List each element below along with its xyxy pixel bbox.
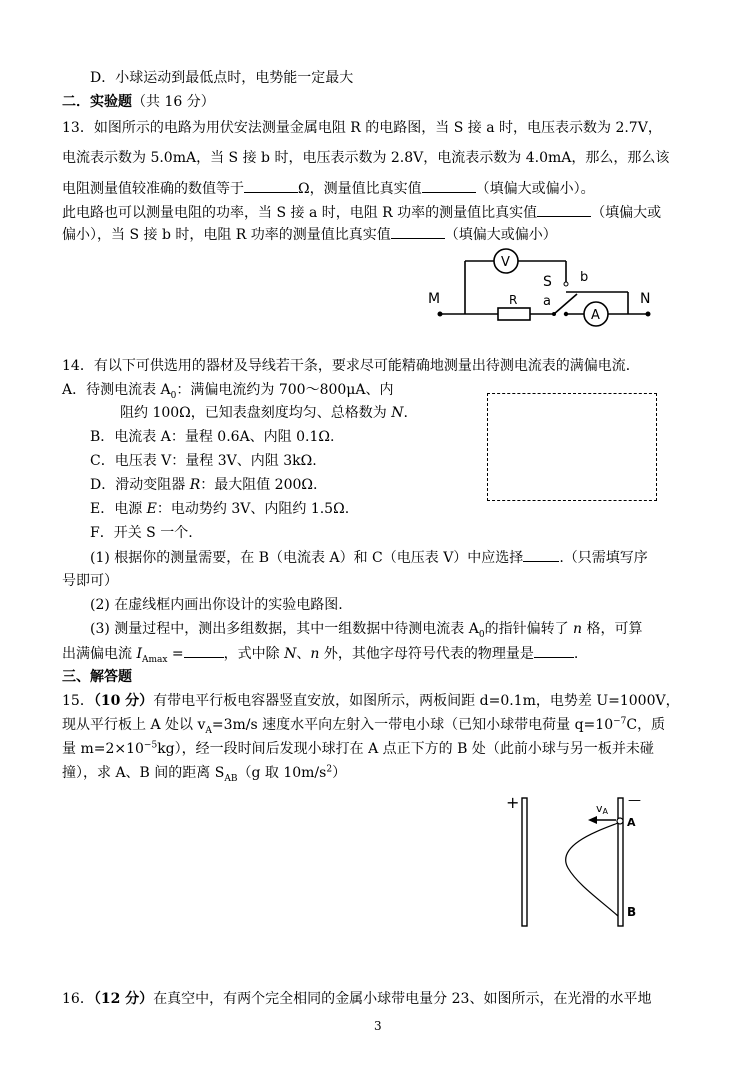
q15-text-3b: kg），经一段时间后发现小球打在 A 点正下方的 B 处（此前小球与另一板并未碰 — [157, 741, 654, 757]
q15-text-2b: =3m/s 速度水平向左射入一带电小球（已知小球带电荷量 q=10 — [211, 717, 614, 733]
label-s: S — [543, 274, 552, 290]
label-r: R — [509, 293, 518, 307]
q15-line-1 — [62, 691, 680, 711]
circuit-diagram — [420, 244, 670, 332]
q14-a-rest: ：满偏电流约为 700～800μA、内 — [176, 382, 394, 398]
q14-3-mid: 的指针偏转了 — [484, 621, 574, 637]
right-plate — [618, 798, 623, 926]
minus-sign: — — [628, 793, 641, 808]
q14-a-text: A．待测电流表 A — [62, 382, 171, 398]
q13-text-5a: 偏小），当 S 接 b 时，电阻 R 功率的测量值比真实值 — [62, 227, 391, 243]
q14-3b-n-upper: N — [284, 646, 297, 662]
q13-line-1: 13．如图所示的电路为用伏安法测量金属电阻 R 的电路图，当 S 接 a 时，电压表示数为 2.7V， — [62, 120, 662, 136]
q13-text-3c: （填偏大或偏小）。 — [475, 181, 595, 197]
q14-part-1-cont: 号即可） — [62, 573, 118, 589]
answer-blank[interactable] — [537, 202, 591, 217]
resistor-r — [498, 308, 530, 320]
answer-blank[interactable] — [391, 224, 445, 239]
q14-option-d — [90, 475, 317, 495]
option-d: D．小球运动到最低点时，电势能一定最大 — [90, 70, 354, 86]
q14-3-text: (3) 测量过程中，测出多组数据，其中一组数据中待测电流表 A — [90, 621, 479, 637]
q15-text-1: 有带电平行板电容器竖直安放，如图所示，两板间距 d=0.1m，电势差 U=1000V， — [153, 693, 680, 709]
q14-part-3-cont — [62, 643, 578, 664]
q13-line-2: 电流表示数为 5.0mA，当 S 接 b 时，电压表示数为 2.8V，电流表示数为 4.0mA，那么，那么该 — [62, 150, 670, 166]
page-number: 3 — [374, 1019, 382, 1033]
q14-3b-sub: Amax — [141, 654, 168, 665]
answer-blank[interactable] — [523, 547, 559, 562]
q14-1-text: (1) 根据你的测量需要，在 B（电流表 A）和 C（电压表 V）中应选择 — [90, 550, 524, 566]
q15-sup-3: 2 — [326, 764, 333, 775]
q14-3b-rest: 外，其他字母符号代表的物理量是 — [319, 646, 534, 662]
q14-3-end: 格，可算 — [582, 621, 643, 637]
q14-3b-text: 出满偏电流 — [62, 646, 137, 662]
label-m: M — [428, 291, 441, 307]
q14-option-c: C．电压表 V：量程 3V、内阻 3kΩ. — [90, 453, 317, 469]
q14-option-a-1 — [62, 380, 394, 400]
q14-d-text: D．滑动变阻器 — [90, 477, 190, 493]
left-plate — [522, 798, 527, 926]
q14-3b-comma: 、 — [296, 646, 311, 662]
answer-blank[interactable] — [422, 178, 476, 193]
label-va-sub: A — [602, 807, 608, 816]
plus-sign: + — [506, 793, 520, 812]
section-2-title — [62, 92, 215, 112]
q14-d-r: R — [189, 477, 201, 493]
label-a: a — [543, 294, 551, 309]
q15-sub-a: A — [205, 725, 212, 736]
q14-1-end: .（只需填写序 — [559, 550, 648, 566]
q15-text-2: 现从平行板上 A 处以 v — [62, 717, 206, 733]
label-v: v — [596, 802, 603, 815]
q13-line-5 — [62, 224, 557, 245]
q13-line-3 — [62, 178, 595, 199]
terminal-n — [646, 312, 651, 317]
q14-intro: 14．有以下可供选用的器材及导线若干条，要求尽可能精确地测量出待测电流表的满偏电流． — [62, 358, 640, 374]
q15-line-2 — [62, 715, 665, 735]
q14-part-1 — [90, 547, 648, 568]
q14-e-end: ：电动势约 3V、内阻约 1.5Ω. — [156, 501, 350, 517]
q14-option-f: F．开关 S 一个. — [90, 525, 193, 541]
q14-3-n: n — [573, 621, 583, 637]
q14-part-2: (2) 在虚线框内画出你设计的实验电路图. — [90, 597, 343, 613]
q14-e-text: E．电源 — [90, 501, 147, 517]
q15-sup-2: −5 — [143, 740, 158, 751]
q16-text: 在真空中，有两个完全相同的金属小球带电量分 23、如图所示，在光滑的水平地 — [153, 991, 652, 1007]
q13-line-4 — [62, 202, 661, 223]
q15-sub-ab: AB — [224, 773, 238, 784]
q13-text-3b: Ω，测量值比真实值 — [298, 181, 422, 197]
q13-text-3a: 电阻测量值较准确的数值等于 — [62, 181, 244, 197]
contact-b — [564, 282, 568, 286]
label-a-meter: A — [591, 308, 600, 323]
switch-s — [554, 294, 577, 314]
q14-a2-n: N — [391, 405, 404, 421]
q13-text-4b: （填偏大或 — [591, 205, 662, 221]
section-2-score: （共 16 分） — [132, 94, 215, 110]
label-a-point: A — [627, 816, 636, 829]
q14-3b-i: I — [136, 646, 142, 662]
section-3-title: 三、解答题 — [62, 669, 132, 685]
q14-3b-mid: ，式中除 — [223, 646, 285, 662]
q14-a2-end: . — [403, 405, 408, 421]
q15-score: （10 分） — [93, 693, 154, 709]
answer-blank[interactable] — [184, 643, 224, 658]
label-n: N — [640, 291, 651, 307]
q15-text-3: 量 m=2×10 — [62, 741, 144, 757]
trajectory — [566, 823, 618, 916]
q14-a-sub: 0 — [170, 390, 177, 401]
q16-score: （12 分） — [93, 991, 154, 1007]
q14-3b-n-lower: n — [310, 646, 320, 662]
label-b: b — [580, 270, 589, 285]
q15-sup-1: −7 — [613, 716, 627, 727]
dashed-answer-box[interactable] — [487, 393, 657, 501]
answer-blank[interactable] — [244, 178, 298, 193]
q14-a2-text: 阻约 100Ω，已知表盘刻度均匀、总格数为 — [120, 405, 392, 421]
q14-option-e — [90, 499, 349, 519]
answer-blank[interactable] — [534, 643, 574, 658]
q16-line-1 — [62, 989, 651, 1009]
label-v: V — [501, 255, 510, 270]
q14-part-3 — [90, 619, 643, 639]
arrow-head-icon — [588, 816, 597, 824]
q15-num: 15． — [62, 693, 94, 709]
junction-dot — [564, 312, 568, 316]
capacitor-diagram — [500, 790, 660, 935]
q13-text-5b: （填偏大或偏小） — [444, 227, 557, 243]
q15-line-4 — [62, 763, 346, 783]
q15-line-3 — [62, 739, 654, 759]
q14-option-b: B．电流表 A：量程 0.6A、内阻 0.1Ω. — [90, 429, 335, 445]
q15-text-4b: （g 取 10m/s — [237, 765, 327, 781]
q14-3b-eq: = — [167, 646, 184, 662]
section-2-heading: 二．实验题 — [62, 94, 132, 110]
q14-e-e: E — [146, 501, 157, 517]
q15-text-4c: ） — [332, 765, 347, 781]
label-b-point: B — [627, 905, 637, 919]
switch-pivot — [552, 312, 556, 316]
q14-d-end: ：最大阻值 200Ω. — [200, 477, 318, 493]
q15-text-4: 撞），求 A、B 间的距离 S — [62, 765, 225, 781]
label-va — [596, 802, 609, 816]
q14-option-a-2 — [120, 403, 408, 423]
q14-3b-end: . — [573, 646, 579, 662]
q15-text-2c: C，质 — [626, 717, 666, 733]
terminal-m — [438, 312, 443, 317]
q14-3-sub: 0 — [478, 629, 485, 640]
q16-num: 16． — [62, 991, 94, 1007]
q13-text-4a: 此电路也可以测量电阻的功率，当 S 接 a 时，电阻 R 功率的测量值比真实值 — [62, 205, 538, 221]
